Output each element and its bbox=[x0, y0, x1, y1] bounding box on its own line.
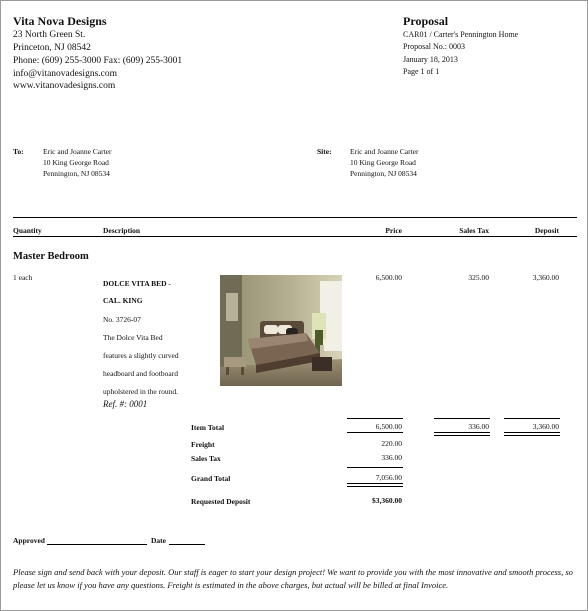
item-quantity: 1 each bbox=[13, 273, 33, 282]
item-sales-tax: 325.00 bbox=[468, 273, 489, 282]
freight-label: Freight bbox=[191, 440, 215, 449]
column-quantity: Quantity bbox=[13, 226, 42, 235]
column-description: Description bbox=[103, 226, 141, 235]
to-city: Pennington, NJ 08534 bbox=[43, 169, 110, 178]
to-label: To: bbox=[13, 147, 24, 156]
approved-label: Approved bbox=[13, 536, 45, 545]
column-price: Price bbox=[385, 226, 402, 235]
item-name-line1: DOLCE VITA BED - bbox=[103, 279, 171, 288]
site-label: Site: bbox=[317, 147, 332, 156]
item-total-label: Item Total bbox=[191, 423, 225, 432]
proposal-project: CAR01 / Carter's Pennington Home bbox=[403, 30, 519, 39]
deposit-rule-bottom-1 bbox=[504, 432, 560, 433]
grand-total-rule-bottom-1 bbox=[347, 483, 403, 484]
item-ref: Ref. #: 0001 bbox=[103, 399, 148, 409]
item-deposit: 3,360.00 bbox=[532, 273, 559, 282]
to-street: 10 King George Road bbox=[43, 158, 109, 167]
footer-note: Please sign and send back with your deposit. Our staff is eager to start your design project! We want to provide you with the most innovative and smooth process, so please let us know if you have any questions. Freight is estimated in the above charges, but actual will be billed at final Invoice. bbox=[13, 567, 573, 590]
sales-tax-label: Sales Tax bbox=[191, 454, 221, 463]
site-name: Eric and Joanne Carter bbox=[350, 147, 419, 156]
price-rule-top bbox=[347, 418, 403, 419]
company-email[interactable]: info@vitanovadesigns.com bbox=[13, 69, 117, 79]
proposal-title: Proposal bbox=[403, 14, 449, 28]
tax-rule-top bbox=[434, 418, 490, 419]
company-website[interactable]: www.vitanovadesigns.com bbox=[13, 81, 116, 91]
header-bottom-rule bbox=[13, 236, 577, 237]
item-desc-line2: features a slightly curved bbox=[103, 351, 179, 360]
price-rule-bottom bbox=[347, 432, 403, 433]
item-number: No. 3726-07 bbox=[103, 315, 141, 324]
deposit-rule-bottom-2 bbox=[504, 435, 560, 436]
item-total-tax: 336.00 bbox=[468, 422, 489, 431]
grand-total-rule-top bbox=[347, 467, 403, 468]
item-desc-line3: headboard and footboard bbox=[103, 369, 178, 378]
item-total-deposit: 3,360.00 bbox=[532, 422, 559, 431]
to-name: Eric and Joanne Carter bbox=[43, 147, 112, 156]
freight-amount: 220.00 bbox=[381, 439, 402, 448]
proposal-number: Proposal No.: 0003 bbox=[403, 42, 465, 51]
column-deposit: Deposit bbox=[534, 226, 559, 235]
sales-tax-amount: 336.00 bbox=[381, 453, 402, 462]
company-city: Princeton, NJ 08542 bbox=[13, 43, 91, 53]
item-price: 6,500.00 bbox=[375, 273, 402, 282]
date-label: Date bbox=[151, 536, 166, 545]
grand-total-rule-bottom-2 bbox=[347, 486, 403, 487]
room-heading: Master Bedroom bbox=[13, 251, 89, 262]
header-top-rule bbox=[13, 217, 577, 218]
requested-deposit-label: Requested Deposit bbox=[191, 497, 251, 506]
product-photo bbox=[220, 275, 342, 386]
item-desc-line4: upholstered in the round. bbox=[103, 387, 178, 396]
company-name: Vita Nova Designs bbox=[13, 14, 107, 28]
tax-rule-bottom-1 bbox=[434, 432, 490, 433]
item-name-line2: CAL. KING bbox=[103, 296, 143, 305]
site-street: 10 King George Road bbox=[350, 158, 416, 167]
date-signature-line[interactable] bbox=[169, 544, 205, 545]
requested-deposit-amount: $3,360.00 bbox=[372, 496, 402, 505]
company-phone-fax: Phone: (609) 255-3000 Fax: (609) 255-3001 bbox=[13, 56, 183, 66]
grand-total-label: Grand Total bbox=[191, 474, 231, 483]
tax-rule-bottom-2 bbox=[434, 435, 490, 436]
proposal-page-number: Page 1 of 1 bbox=[403, 67, 440, 76]
deposit-rule-top bbox=[504, 418, 560, 419]
column-sales-tax: Sales Tax bbox=[459, 226, 489, 235]
site-city: Pennington, NJ 08534 bbox=[350, 169, 417, 178]
item-desc-line1: The Dolce Vita Bed bbox=[103, 333, 163, 342]
grand-total-amount: 7,056.00 bbox=[375, 473, 402, 482]
proposal-date: January 18, 2013 bbox=[403, 55, 458, 64]
company-street: 23 North Green St. bbox=[13, 30, 86, 40]
item-total-price: 6,500.00 bbox=[375, 422, 402, 431]
bedroom-image bbox=[220, 275, 342, 386]
approved-signature-line[interactable] bbox=[47, 544, 147, 545]
